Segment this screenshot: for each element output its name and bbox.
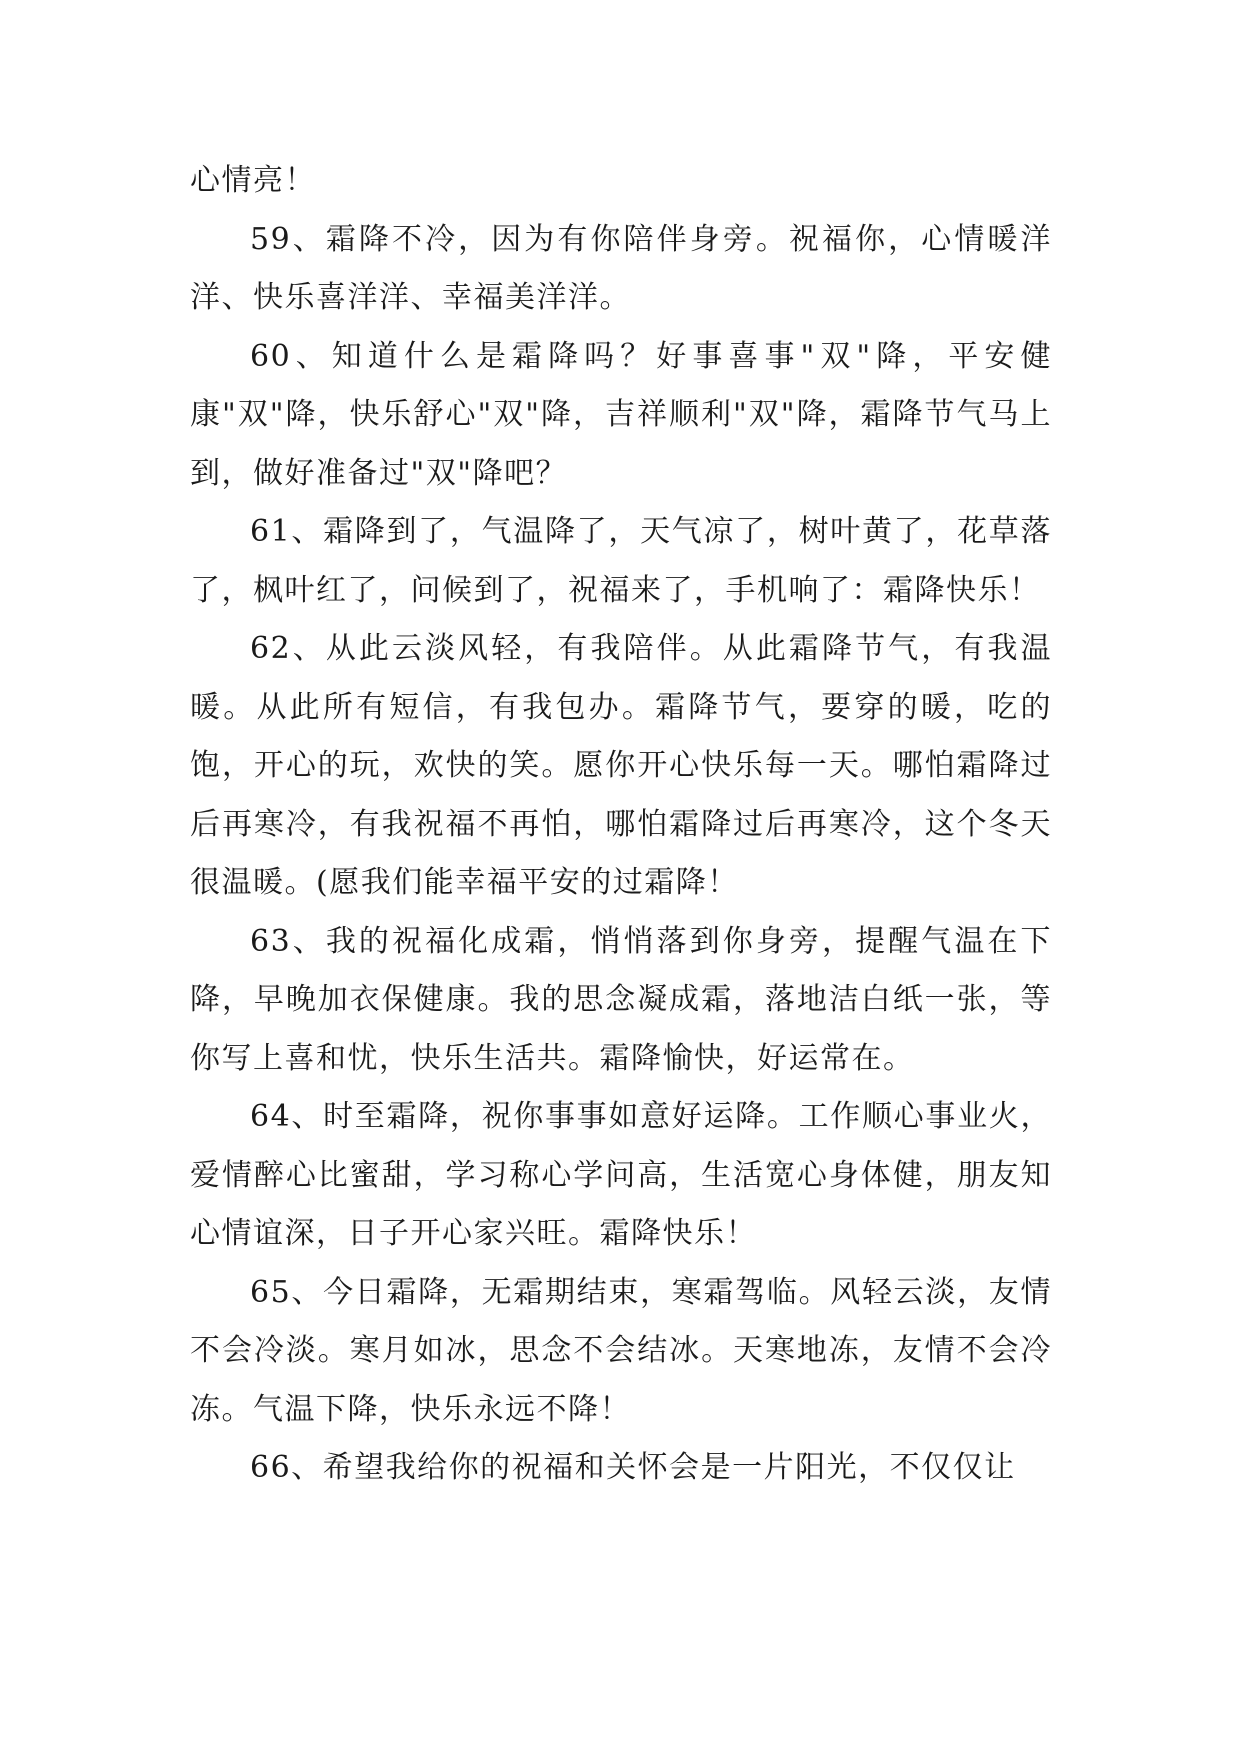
- paragraph-continuation: 心情亮！: [190, 163, 316, 198]
- paragraph-62: 62、从此云淡风轻，有我陪伴。从此霜降节气，有我温暖。从此所有短信，有我包办。霜降节气，要穿的暖，吃的饱，开心的玩，欢快的笑。愿你开心快乐每一天。哪怕霜降过后再寒冷，有我祝福不再怕，哪怕霜降过后再寒冷，这个冬天很温暖。(愿我们能幸福平安的过霜降！: [190, 631, 1052, 900]
- paragraph-66: 66、希望我给你的祝福和关怀会是一片阳光，不仅仅让: [250, 1450, 1016, 1485]
- paragraph-61: 61、霜降到了，气温降了，天气凉了，树叶黄了，花草落了，枫叶红了，问候到了，祝福来了，手机响了：霜降快乐！: [190, 514, 1052, 608]
- document-body: [190, 152, 1052, 1498]
- paragraph-63: 63、我的祝福化成霜，悄悄落到你身旁，提醒气温在下降，早晚加衣保健康。我的思念凝成霜，落地洁白纸一张，等你写上喜和忧，快乐生活共。霜降愉快，好运常在。: [190, 923, 1052, 1076]
- paragraph-65: 65、今日霜降，无霜期结束，寒霜驾临。风轻云淡，友情不会冷淡。寒月如冰，思念不会结冰。天寒地冻，友情不会冷冻。气温下降，快乐永远不降！: [190, 1274, 1052, 1427]
- paragraph-59: 59、霜降不冷，因为有你陪伴身旁。祝福你，心情暖洋洋、快乐喜洋洋、幸福美洋洋。: [190, 221, 1052, 315]
- paragraph-64: 64、时至霜降，祝你事事如意好运降。工作顺心事业火，爱情醉心比蜜甜，学习称心学问高，生活宽心身体健，朋友知心情谊深，日子开心家兴旺。霜降快乐！: [190, 1099, 1052, 1251]
- paragraph-60: 60、知道什么是霜降吗？好事喜事"双"降，平安健康"双"降，快乐舒心"双"降，吉祥顺利"双"降，霜降节气马上到，做好准备过"双"降吧？: [190, 338, 1052, 491]
